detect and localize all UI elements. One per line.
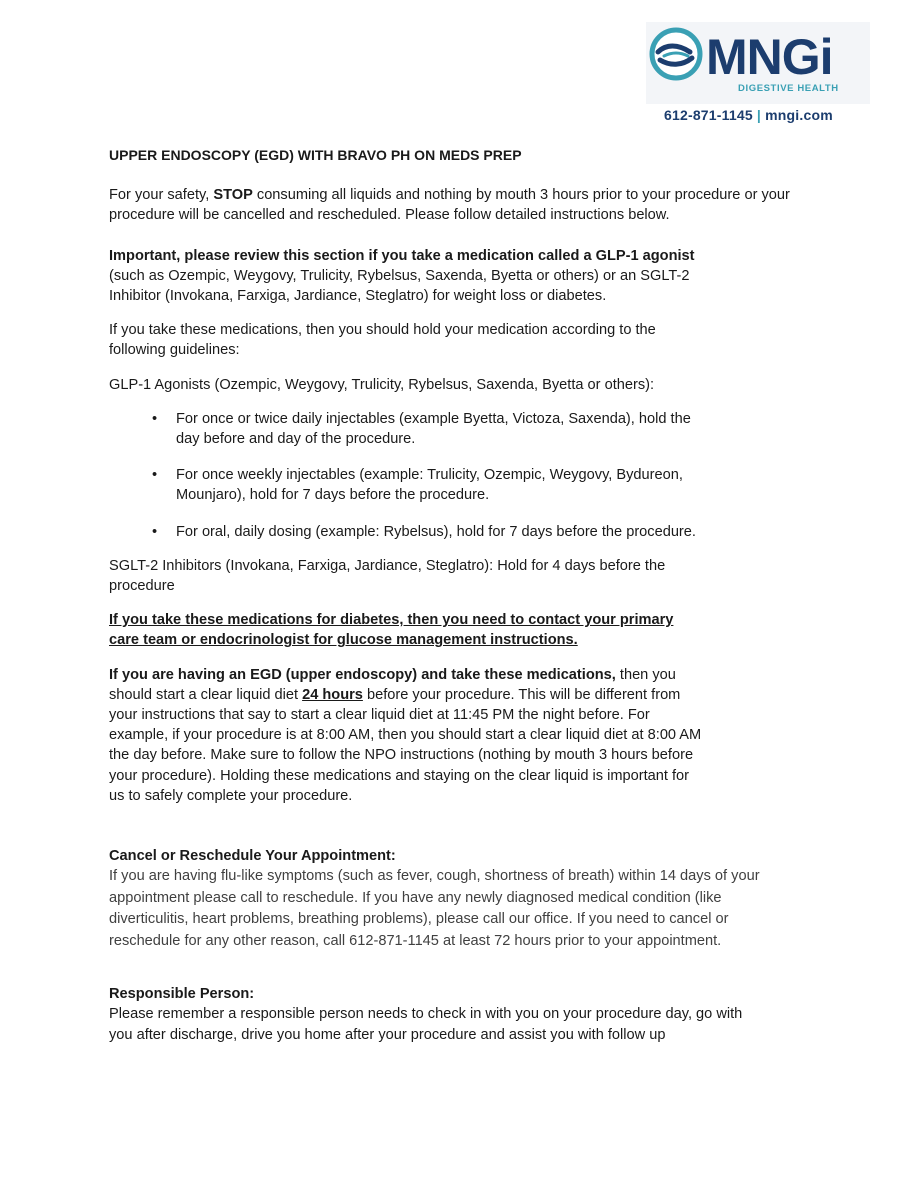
cancel-heading: Cancel or Reschedule Your Appointment: [109, 848, 396, 865]
hold-intro: If you take these medications, then you should hold your medication according to the following guidelines: [109, 322, 656, 359]
egd-paragraph [109, 665, 704, 806]
list-item [152, 465, 701, 505]
important-body: (such as Ozempic, Weygovy, Trulicity, Rybelsus, Saxenda, Byetta or others) or an SGLT-2 Inhibitor (Invokana, Farxiga, Jardiance, Steglatro) for weight loss or diabetes. [109, 267, 690, 305]
list-item-text: For once weekly injectables (example: Trulicity, Ozempic, Weygovy, Bydureon, Mounjaro), hold for 7 days before the procedure. [176, 467, 683, 504]
egd-24-hours: 24 hours [302, 686, 363, 703]
egd-post: before your procedure. This will be different from your instructions that say to start a clear liquid diet at 11:45 PM the night before. For example, if your procedure is at 8:00 AM, then you should start a clear liquid diet at 8:00 AM the day before. Make sure to follow the NPO instructions (nothing by mouth 3 hours before your procedure). Holding these medications and staying on the clear liquid is important for us to safely complete your procedure. [109, 686, 702, 804]
bullet-icon: • [152, 410, 158, 427]
diabetes-note [109, 610, 684, 650]
list-item-text: For oral, daily dosing (example: Rybelsus), hold for 7 days before the procedure. [176, 523, 696, 540]
egd-heading: If you are having an EGD (upper endoscopy) and take these medications, [109, 666, 616, 683]
list-item [152, 522, 701, 542]
safety-post: consuming all liquids and nothing by mouth 3 hours prior to your procedure or your procedure will be cancelled and rescheduled. Please follow detailed instructions below. [109, 187, 790, 224]
bullet-icon: • [152, 523, 158, 540]
logo-subtext: DIGESTIVE HEALTH [738, 83, 839, 94]
glp1-list [109, 409, 701, 542]
egd-mid: then you should start a clear liquid diet [109, 666, 676, 703]
important-heading: Important, please review this section if you take a medication called a GLP-1 agonist [109, 247, 695, 264]
mngi-logo-graphic [646, 22, 870, 104]
safety-pre: For your safety, [109, 187, 214, 204]
responsible-heading: Responsible Person: [109, 986, 255, 1003]
mngi-logo [646, 22, 870, 104]
cancel-body: If you are having flu-like symptoms (such as fever, cough, shortness of breath) within 14 days of your appointment please call to reschedule. If you have any newly diagnosed medical condition (like diverticulitis, heart problems, breathing problems), please call our office. If you need to cancel or reschedule for any other reason, call 612-871-1145 at least 72 hours prior to your appointment. [109, 868, 760, 949]
page-title: UPPER ENDOSCOPY (EGD) WITH BRAVO PH ON MEDS PREP [109, 147, 522, 163]
document-body [109, 145, 799, 1045]
important-paragraph [109, 246, 704, 307]
safety-stop: STOP [213, 187, 253, 204]
responsible-body: Please remember a responsible person needs to check in with you on your procedure day, go with you after discharge, drive you home after your procedure and assist you with follow up [109, 1006, 743, 1043]
sglt2-paragraph: SGLT-2 Inhibitors (Invokana, Farxiga, Jardiance, Steglatro): Hold for 4 days before the procedure [109, 557, 666, 595]
phone-number: 612-871-1145 [664, 107, 753, 123]
safety-paragraph [109, 185, 799, 225]
logo-wordmark: MNGi [706, 29, 833, 85]
website-link[interactable]: mngi.com [765, 107, 833, 123]
hands-circle-icon [652, 30, 700, 78]
contact-line [664, 107, 833, 123]
diabetes-note-text: If you take these medications for diabetes, then you need to contact your primary care team or endocrinologist for glucose management instructions. [109, 612, 674, 649]
contact-separator: | [756, 107, 762, 123]
list-item [152, 409, 701, 449]
bullet-icon: • [152, 467, 158, 484]
list-item-text: For once or twice daily injectables (example Byetta, Victoza, Saxenda), hold the day before and day of the procedure. [176, 410, 691, 448]
glp1-heading: GLP-1 Agonists (Ozempic, Weygovy, Trulicity, Rybelsus, Saxenda, Byetta or others): [109, 376, 655, 393]
